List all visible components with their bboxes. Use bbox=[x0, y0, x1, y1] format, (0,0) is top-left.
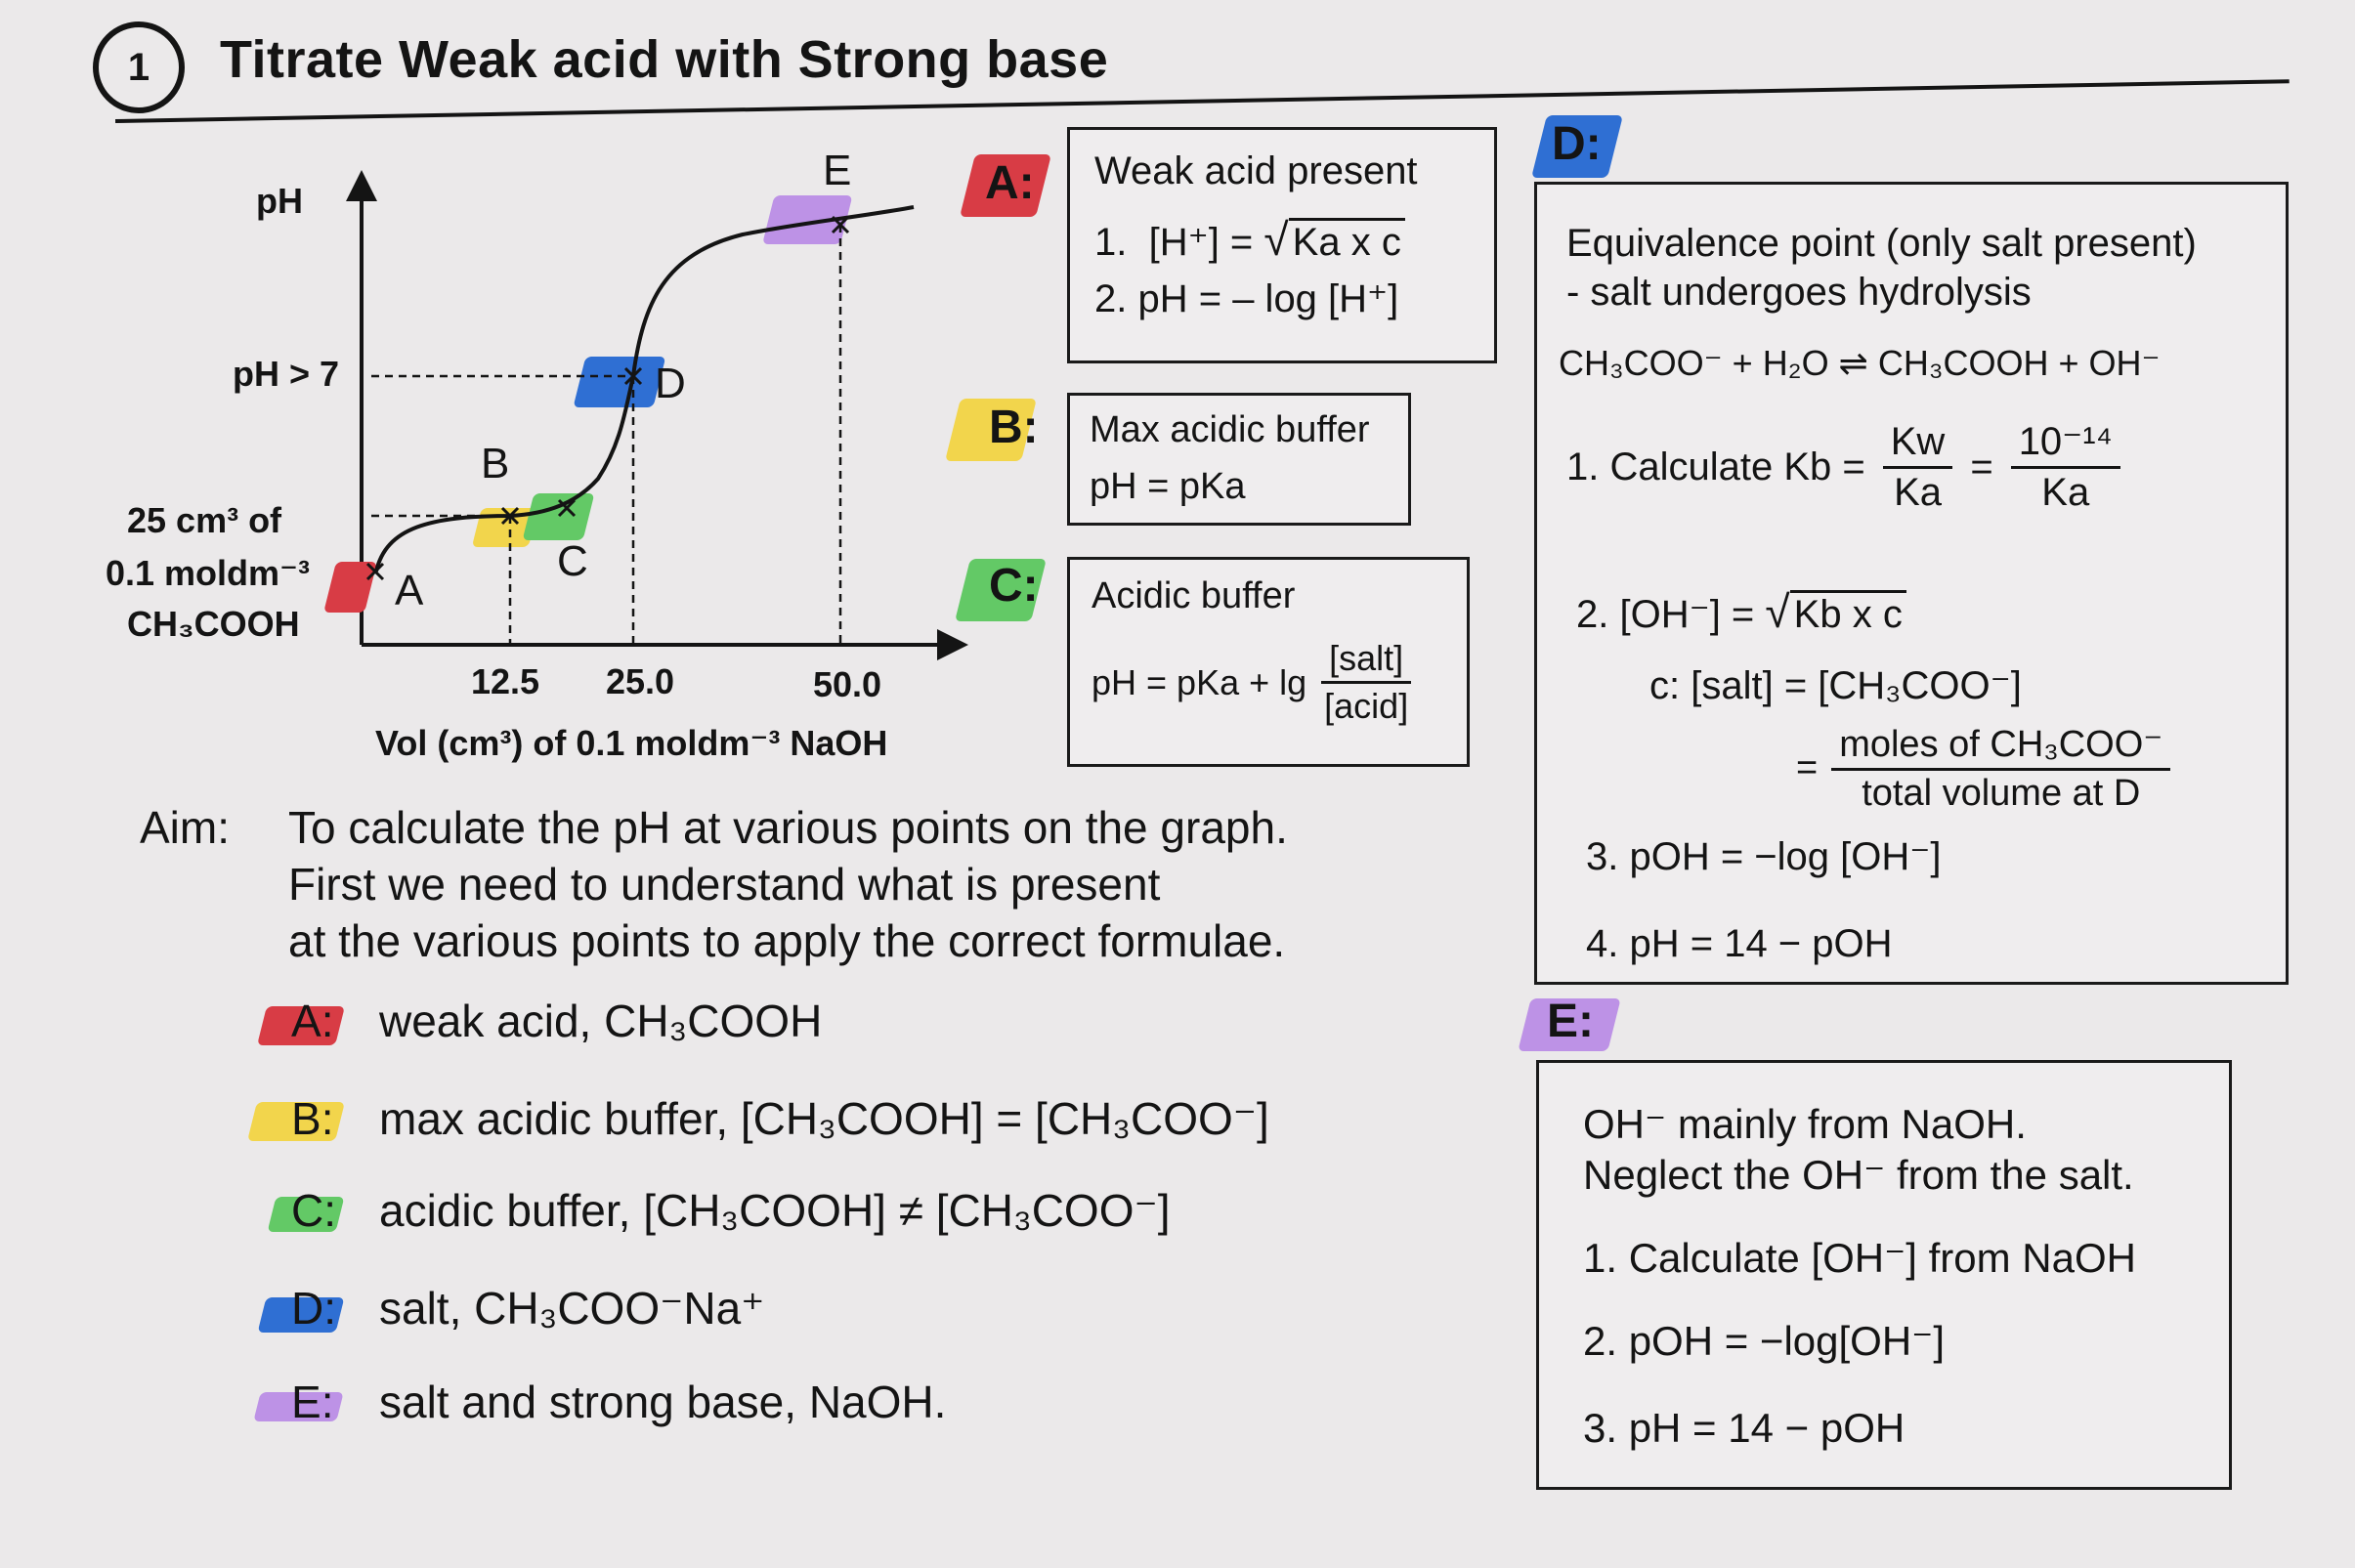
ph-gt7-label: pH > 7 bbox=[233, 354, 340, 394]
box-D-step2c-fraction: = $\frac{\text{moles of CH₃COO⁻}}{\text{total volume at D}}$ bbox=[1796, 722, 2170, 815]
box-B-title: Max acidic buffer bbox=[1090, 409, 1370, 450]
solution-label-2: 0.1 moldm⁻³ bbox=[106, 553, 311, 593]
y-axis-label: pH bbox=[256, 181, 303, 221]
page-title: Titrate Weak acid with Strong base bbox=[220, 30, 1109, 89]
legend-C-text: acidic buffer, [CH₃COOH] ≠ [CH₃COO⁻] bbox=[379, 1185, 1171, 1236]
solution-label-3: CH₃COOH bbox=[127, 604, 300, 644]
box-E-step1: 1. Calculate [OH⁻] from NaOH bbox=[1583, 1235, 2136, 1281]
legend-A-tag: A: bbox=[291, 996, 334, 1046]
box-D-equation: CH₃COO⁻ + H₂O ⇌ CH₃COOH + OH⁻ bbox=[1559, 343, 2161, 383]
box-C-formula: pH = pKa + lg $\frac{\text{[salt]}}{\text{[acid]}}$ bbox=[1092, 638, 1416, 727]
aim-line-2: First we need to understand what is present bbox=[288, 859, 1161, 910]
box-E-line1: OH⁻ mainly from NaOH. bbox=[1583, 1101, 2027, 1147]
solution-label-1: 25 cm³ of bbox=[127, 500, 282, 540]
tag-D: D: bbox=[1552, 118, 1602, 170]
box-E bbox=[1536, 1060, 2232, 1490]
box-E-step3: 3. pH = 14 − pOH bbox=[1583, 1405, 1905, 1451]
aim-label: Aim: bbox=[140, 802, 230, 853]
point-label-A: A bbox=[395, 567, 424, 614]
tag-E: E: bbox=[1547, 996, 1594, 1047]
highlight-C bbox=[523, 493, 595, 540]
box-D-title-1: Equivalence point (only salt present) bbox=[1566, 222, 2197, 265]
box-D-step2: 2. [OH⁻] = √ Kb x c bbox=[1576, 585, 1906, 638]
box-B-line1: pH = pKa bbox=[1090, 466, 1246, 507]
point-label-C: C bbox=[557, 537, 588, 585]
box-D-step3: 3. pOH = −log [OH⁻] bbox=[1586, 835, 1942, 878]
point-label-B: B bbox=[481, 440, 510, 487]
box-D-title-2: - salt undergoes hydrolysis bbox=[1566, 271, 2032, 314]
legend-C-tag: C: bbox=[291, 1185, 337, 1236]
x-tick-12-5: 12.5 bbox=[471, 661, 540, 701]
aim-line-3: at the various points to apply the correct formulae. bbox=[288, 915, 1286, 966]
header-number: 1 bbox=[127, 45, 150, 89]
tag-C: C: bbox=[989, 560, 1039, 612]
point-label-D: D bbox=[655, 360, 686, 407]
legend-B-text: max acidic buffer, [CH₃COOH] = [CH₃COO⁻] bbox=[379, 1093, 1269, 1144]
box-D bbox=[1534, 182, 2289, 985]
header-number-circle bbox=[93, 21, 185, 113]
box-A-title: Weak acid present bbox=[1094, 149, 1418, 192]
box-E-step2: 2. pOH = −log[OH⁻] bbox=[1583, 1318, 1946, 1364]
box-A-line1: 1. [H⁺] = √ Ka x c bbox=[1094, 213, 1405, 266]
box-C-title: Acidic buffer bbox=[1092, 575, 1296, 616]
tag-A: A: bbox=[985, 157, 1035, 209]
tag-B: B: bbox=[989, 402, 1039, 453]
legend-D-tag: D: bbox=[291, 1283, 337, 1334]
box-D-step1: 1. Calculate Kb = $\frac{Kw}{Ka}$ = $\frac{\text{10⁻¹⁴}}{Ka}$ bbox=[1566, 419, 2120, 515]
highlight-A bbox=[323, 562, 377, 613]
legend-E-text: salt and strong base, NaOH. bbox=[379, 1377, 947, 1427]
box-E-line2: Neglect the OH⁻ from the salt. bbox=[1583, 1152, 2134, 1198]
box-C bbox=[1067, 557, 1470, 767]
legend-D-text: salt, CH₃COO⁻Na⁺ bbox=[379, 1283, 765, 1334]
x-axis-label: Vol (cm³) of 0.1 moldm⁻³ NaOH bbox=[375, 723, 888, 763]
box-D-step4: 4. pH = 14 − pOH bbox=[1586, 922, 1893, 965]
point-label-E: E bbox=[823, 147, 852, 194]
x-tick-50: 50.0 bbox=[813, 664, 882, 704]
legend-E-tag: E: bbox=[291, 1377, 334, 1427]
x-tick-25: 25.0 bbox=[606, 661, 675, 701]
aim-line-1: To calculate the pH at various points on the graph. bbox=[288, 802, 1288, 853]
box-A bbox=[1067, 127, 1497, 363]
legend-B-tag: B: bbox=[291, 1093, 334, 1144]
legend-A-text: weak acid, CH₃COOH bbox=[379, 996, 823, 1046]
box-B bbox=[1067, 393, 1411, 526]
titration-graph bbox=[0, 147, 958, 733]
box-D-step2c: c: [salt] = [CH₃COO⁻] bbox=[1649, 664, 2022, 707]
box-A-line2: 2. pH = – log [H⁺] bbox=[1094, 277, 1399, 320]
highlight-D bbox=[573, 357, 665, 407]
